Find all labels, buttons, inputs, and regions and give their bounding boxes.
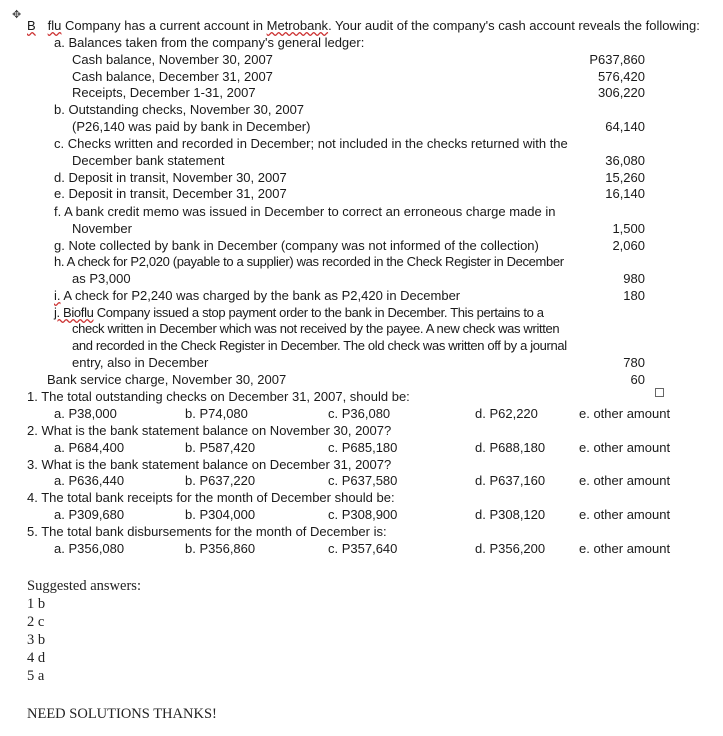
q4-option-b: b. P304,000: [185, 507, 256, 522]
amount-d: 15,260: [605, 170, 645, 185]
amount-h: 980: [623, 271, 645, 286]
item-service-charge: Bank service charge, November 30, 2007: [47, 372, 287, 387]
item-f-line1: f. A bank credit memo was issued in December to correct an erroneous charge made in: [54, 204, 556, 219]
q2-option-e: e. other amount: [579, 440, 671, 455]
question-2: 2. What is the bank statement balance on November 30, 2007?: [27, 423, 392, 438]
item-a1: Cash balance, November 30, 2007: [72, 52, 273, 67]
item-j-line1: j. Bioflu Company issued a stop payment order to the bank in December. This pertains to a: [54, 305, 544, 320]
q2-option-c: c. P685,180: [328, 440, 398, 455]
company-name-rest: flu: [47, 18, 62, 33]
q3-option-c: c. P637,580: [328, 473, 398, 488]
q3-option-a: a. P636,440: [54, 473, 125, 488]
intro-line: B flu Company has a current account in Metrobank. Your audit of the company's cash account reveals the following:: [27, 18, 700, 33]
amount-j: 780: [623, 355, 645, 370]
move-cursor-icon: ✥: [12, 9, 22, 21]
item-c-line1: c. Checks written and recorded in December; not included in the checks returned with the: [54, 136, 568, 151]
item-j-line4: entry, also in December: [72, 355, 209, 370]
checkbox-icon: [655, 388, 664, 397]
bank-name: Metrobank: [266, 18, 329, 33]
q5-option-e: e. other amount: [579, 541, 671, 556]
amount-b: 64,140: [605, 119, 645, 134]
question-4: 4. The total bank receipts for the month of December should be:: [27, 490, 395, 505]
q1-option-d: d. P62,220: [475, 406, 538, 421]
item-b-sub: (P26,140 was paid by bank in December): [72, 119, 311, 134]
q5-option-c: c. P357,640: [328, 541, 398, 556]
amount-g: 2,060: [612, 238, 645, 253]
item-d: d. Deposit in transit, November 30, 2007: [54, 170, 287, 185]
suggested-answer-1: 1 b: [27, 596, 46, 612]
amount-a3: 306,220: [598, 85, 645, 100]
q1-option-c: c. P36,080: [328, 406, 391, 421]
item-j-line3: and recorded in the Check Register in December. The old check was written off by a journal: [72, 338, 567, 353]
suggested-answer-2: 2 c: [27, 614, 45, 630]
item-a2: Cash balance, December 31, 2007: [72, 69, 273, 84]
suggested-answer-5: 5 a: [27, 668, 45, 684]
question-5: 5. The total bank disbursements for the month of December is:: [27, 524, 387, 539]
q4-option-e: e. other amount: [579, 507, 671, 522]
item-h-line1: h. A check for P2,020 (payable to a supplier) was recorded in the Check Register in December: [54, 254, 564, 269]
q4-option-c: c. P308,900: [328, 507, 398, 522]
q1-option-e: e. other amount: [579, 406, 671, 421]
item-g: g. Note collected by bank in December (company was not informed of the collection): [54, 238, 539, 253]
amount-k: 60: [630, 372, 645, 387]
q4-option-a: a. P309,680: [54, 507, 125, 522]
item-e: e. Deposit in transit, December 31, 2007: [54, 186, 287, 201]
question-1: 1. The total outstanding checks on December 31, 2007, should be:: [27, 389, 410, 404]
q3-option-d: d. P637,160: [475, 473, 546, 488]
amount-c: 36,080: [605, 153, 645, 168]
item-h-line2: as P3,000: [72, 271, 131, 286]
amount-f: 1,500: [612, 221, 645, 236]
q4-option-d: d. P308,120: [475, 507, 546, 522]
q3-option-b: b. P637,220: [185, 473, 256, 488]
suggested-answer-3: 3 b: [27, 632, 46, 648]
item-j-line2: check written in December which was not received by the payee. A new check was written: [72, 321, 560, 336]
q3-option-e: e. other amount: [579, 473, 671, 488]
company-name-prefix: B: [27, 18, 36, 33]
q2-option-b: b. P587,420: [185, 440, 256, 455]
q2-option-a: a. P684,400: [54, 440, 125, 455]
item-a3: Receipts, December 1-31, 2007: [72, 85, 256, 100]
footer-request: NEED SOLUTIONS THANKS!: [27, 706, 217, 722]
amount-e: 16,140: [605, 186, 645, 201]
suggested-answers-title: Suggested answers:: [27, 578, 141, 594]
item-i: i. A check for P2,240 was charged by the bank as P2,420 in December: [54, 288, 461, 303]
q5-option-a: a. P356,080: [54, 541, 125, 556]
q5-option-b: b. P356,860: [185, 541, 256, 556]
q1-option-b: b. P74,080: [185, 406, 248, 421]
q1-option-a: a. P38,000: [54, 406, 117, 421]
q5-option-d: d. P356,200: [475, 541, 546, 556]
item-c-line2: December bank statement: [72, 153, 225, 168]
amount-a1: P637,860: [589, 52, 645, 67]
amount-a2: 576,420: [598, 69, 645, 84]
q2-option-d: d. P688,180: [475, 440, 546, 455]
amount-i: 180: [623, 288, 645, 303]
suggested-answer-4: 4 d: [27, 650, 46, 666]
question-3: 3. What is the bank statement balance on December 31, 2007?: [27, 457, 392, 472]
item-b-title: b. Outstanding checks, November 30, 2007: [54, 102, 305, 117]
item-a-title: a. Balances taken from the company's general ledger:: [54, 35, 365, 50]
item-f-line2: November: [72, 221, 132, 236]
